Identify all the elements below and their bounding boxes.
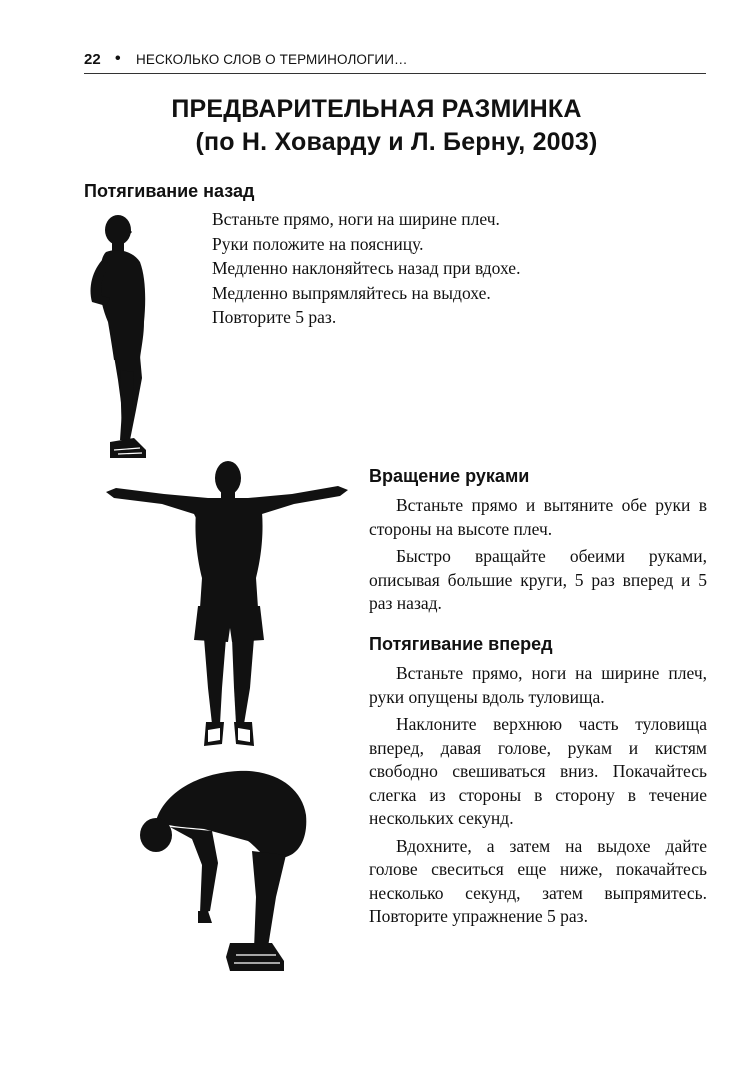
paragraph: Быстро вращайте обеими руками, описывая большие круги, 5 раз вперед и 5 раз назад. <box>369 546 707 613</box>
paragraph: Наклоните верхнюю часть туловища вперед, давая голове, рукам и кистям свободно свешиваться вниз. Покачайтесь слегка из стороны в сторону в течение нескольких секунд. <box>369 714 707 828</box>
section-heading-back-stretch: Потягивание назад <box>84 181 255 201</box>
text-line: Медленно наклоняйтесь назад при вдохе. <box>212 258 521 278</box>
paragraph: Встаньте прямо, ноги на ширине плеч, руки опущены вдоль туловища. <box>369 663 707 707</box>
forward-bend-silhouette-icon <box>134 765 312 980</box>
page-subtitle: (по Н. Ховарду и Л. Берну, 2003) <box>195 128 598 156</box>
back-stretch-silhouette-icon <box>84 210 164 465</box>
section-heading-forward-stretch: Потягивание вперед <box>369 634 553 654</box>
running-title: НЕСКОЛЬКО СЛОВ О ТЕРМИНОЛОГИИ… <box>136 52 408 67</box>
header-rule <box>84 73 706 74</box>
page-title: ПРЕДВАРИТЕЛЬНАЯ РАЗМИНКА <box>171 95 582 123</box>
paragraph: Встаньте прямо и вытяните обе руки в стороны на высоте плеч. <box>369 495 707 539</box>
running-header <box>84 51 706 71</box>
paragraph: Вдохните, а затем на выдохе дайте голове свеситься еще ниже, покачайтесь несколько секунд, затем выпрямитесь. Повторите упражнение 5 раз. <box>369 835 707 926</box>
text-line: Руки положите на поясницу. <box>212 233 424 254</box>
section-text-forward-stretch <box>369 662 707 933</box>
arm-circles-silhouette-icon <box>104 458 350 750</box>
header-bullet: • <box>115 50 121 67</box>
section-text-arm-circles <box>369 494 707 620</box>
page-number: 22 <box>84 51 101 68</box>
text-line: Медленно выпрямляйтесь на выдохе. <box>212 282 491 303</box>
section-text-back-stretch <box>212 207 520 330</box>
text-line: Повторите 5 раз. <box>212 307 337 327</box>
section-heading-arm-circles: Вращение руками <box>369 466 530 486</box>
text-line: Встаньте прямо, ноги на ширине плеч. <box>212 209 500 229</box>
